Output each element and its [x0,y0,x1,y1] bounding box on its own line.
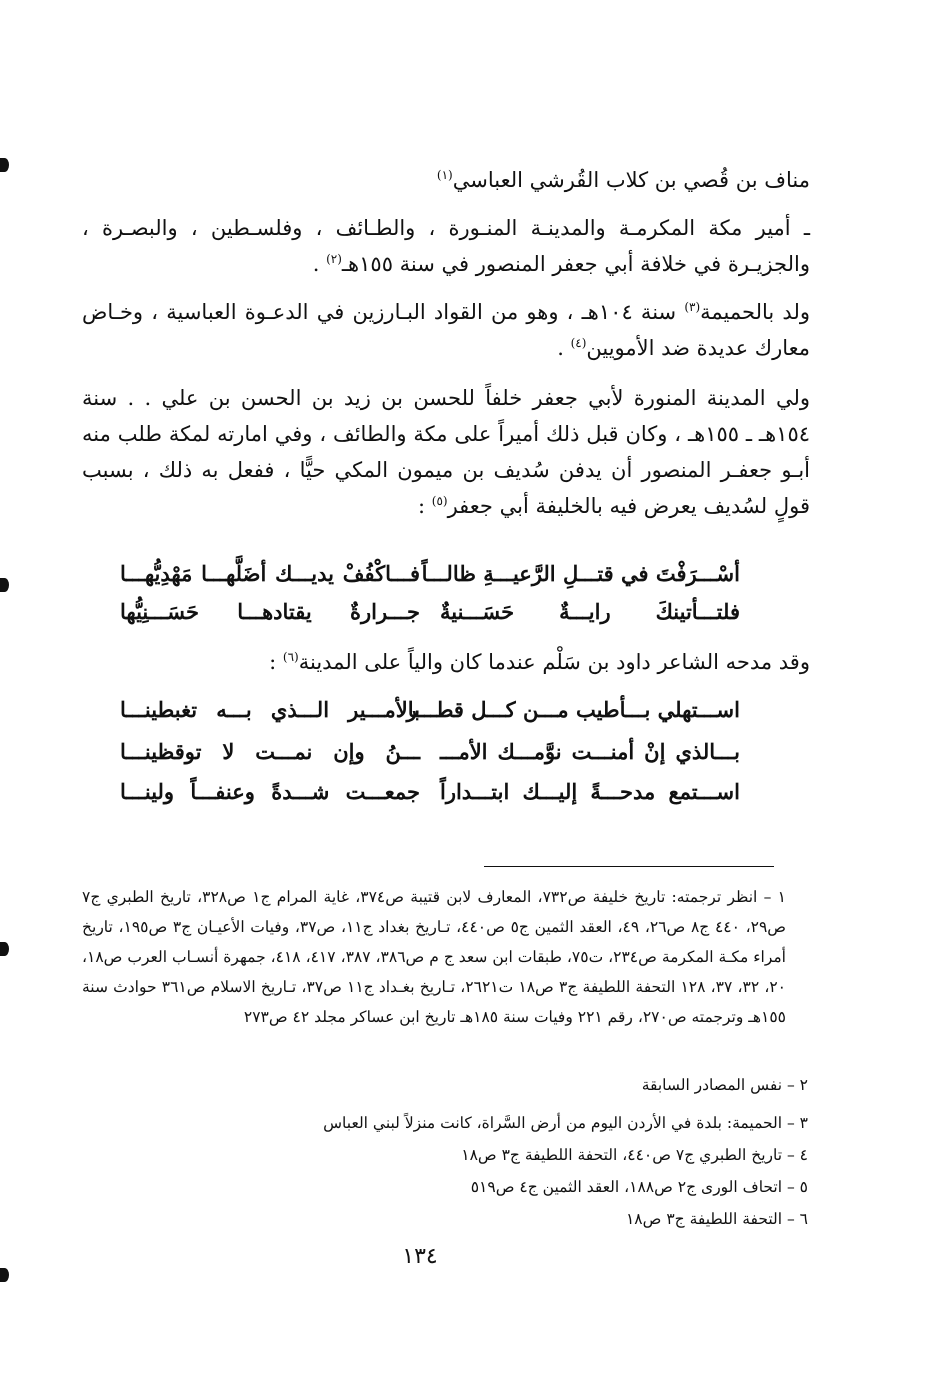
verse-hemistich-first: بـــالذي إنْ أمنـــت نوَّمـــك الأمـــ [440,739,740,764]
footnote-2: ٢ – نفس المصادر السابقة [641,1076,808,1094]
footnote-1: ١ – انظر ترجمته: تاريخ خليفة ص٧٣٢، المعارف لابن قتيبة ص٣٧٤، غاية المرام ج١ ص٣٢٨، تاريخ الطبري ج٧ ص٢٩، ٤٤٠ ج٨ ص٢٦، ٤٩، العقد الثمين ج٥ ص٤٤٠، تـاريخ بغداد ج١١، ص٣٧، وفيات الأعيـان ج٣ ص١٩٥، تاريخ أمراء مكـة المكرمة ص٢٣٤، ت٧٥، طبقات ابن سعد ج م ص٣٨٦، ٣٨٧، ٤١٧، ٤١٨، جمهرة أنسـاب العرب ص١٨، ٢٠، ٣٢، ٣٧، ١٢٨ التحفة اللطيفة ج٣ ص١٨ ت٢٦٢١، تـاريخ بغـداد ج١١ ص٣٧، تـاريخ الاسلام ص٣٦١ حوادث سنة ١٥٥هـ وترجمته ص٢٧٠، رقم ٢٢١ وفيات سنة ١٨٥هـ تاريخ ابن عساكر مجلد ٤٢ ص٢٧٣ [82,888,787,1026]
poem-verse [120,556,740,592]
verse-hemistich-second: جـــرارةٌ يقتادهـــا حَسَـــنِيُّها [120,599,420,624]
footnote-ref[interactable]: (٥) [431,494,448,508]
footnote-5: ٥ – اتحاف الورى ج٢ ص١٨٨، العقد الثمين ج٤ ص٥١٩ [470,1178,808,1196]
poem-verse [120,774,740,810]
verse-hemistich-first: أسْـــرَفْتَ في قتـــلِ الرَّعيـــةِ ظالـــاً [421,561,740,586]
scan-margin-mark [0,158,9,172]
paragraph-praise: وقد مدحه الشاعر داود بن سَلْم عندما كان والياً على المدينة$^{(٦)}$ : [269,650,810,674]
footnote-ref[interactable]: (١) [436,168,453,182]
paragraph-birth: ولد بالحميمة$^{(٣)}$ سنة ١٠٤هـ ، وهو من القواد البـارزين في الدعـوة العباسية ، وخـاض معارك عديدة ضد الأمويين$^{(٤)}$ . [82,300,810,360]
verse-hemistich-second: فـــاكْفُفْ يديـــك أضَلَّهـــا مَهْدِيُّهـــا [120,561,420,586]
verse-hemistich-first: فلتـــأتينكَ رايـــةٌ حَسَـــنيةٌ [440,599,740,624]
poem-verse [120,692,740,728]
scan-margin-mark [0,942,9,956]
verse-hemistich-second: ـــنُ وإن نمـــت لا توقظينـــا [120,739,420,764]
footnote-3: ٣ – الحميمة: بلدة في الأردن اليوم من أرض السَّراة، كانت منزلاً لبني العباس [323,1114,808,1132]
paragraph-lineage [82,162,810,198]
footnote-ref[interactable]: (٣) [684,300,701,314]
paragraph-text: ـ أمير مكة المكرمـة والمدينـة المنـورة ، والطـائف ، وفلسـطين ، والبصـرة ، والجزيـرة في خلافة أبي جعفر المنصور في سنة ١٥٥هـ [82,216,810,276]
paragraph-text: ولي المدينة المنورة لأبي جعفر خلفاً للحسن بن زيد بن الحسن بن علي . . سنة ١٥٤هـ ـ ١٥٥هـ ، وكان قبل ذلك أميراً على مكة والطائف ، وفي امارته لمكة طلب منه أبـو جعفـر المنصور أن يدفن سُديف بن ميمون المكي حيًّا ، ففعل به ذلك ، بسبب قولٍ لسُديف يعرض فيه بالخليفة أبي جعفر [82,386,811,518]
paragraph-text: مناف بن قُصي بن كلاب القُرشي العباسي [452,168,810,192]
verse-hemistich-first: اســـتهلي بـــأطيب مـــن كـــل قطـــر [406,697,740,722]
scan-margin-mark [0,1268,9,1282]
verse-hemistich-second: بالأمـــير الـــذي بـــه تغبطينـــا [120,697,420,722]
footnote-separator [484,866,774,867]
page-number: ١٣٤ [402,1244,438,1269]
paragraph-governorship: ولي المدينة المنورة لأبي جعفر خلفاً للحسن بن زيد بن الحسن بن علي . . سنة ١٥٤هـ ـ ١٥٥هـ ، وكان قبل ذلك أميراً على مكة والطائف ، وفي امارته لمكة طلب منه أبـو جعفـر المنصور أن يدفن سُديف بن ميمون المكي حيًّا ، ففعل به ذلك ، بسبب قولٍ لسُديف يعرض فيه بالخليفة أبي جعفر$^{(٥)}$ : [82,386,811,518]
poem-verse [120,594,740,630]
verse-hemistich-second: جمعـــت شـــدةً وعنفـــاً ولينـــا [120,779,420,804]
poem-verse [120,734,740,770]
footnote-ref[interactable]: (٤) [570,336,587,350]
paragraph-positions: ـ أمير مكة المكرمـة والمدينـة المنـورة ، والطـائف ، وفلسـطين ، والبصـرة ، والجزيـرة في خلافة أبي جعفر المنصور في سنة ١٥٥هـ$^{(٢)}$ . [82,216,810,276]
footnote-6: ٦ – التحفة اللطيفة ج٣ ص١٨ [625,1210,808,1228]
paragraph-text: وقد مدحه الشاعر داود بن سَلْم عندما كان والياً على المدينة [298,650,810,674]
footnote-ref[interactable]: (٦) [282,650,299,664]
footnote-4: ٤ – تاريخ الطبري ج٧ ص٤٤٠، التحفة اللطيفة ج٣ ص١٨ [461,1146,808,1164]
footnote-ref[interactable]: (٢) [326,252,342,266]
paragraph-text: ولد بالحميمة [700,300,810,324]
scan-margin-mark [0,578,9,592]
verse-hemistich-first: اســـتمع مدحـــةً إليـــك ابتـــداراً [440,779,740,804]
